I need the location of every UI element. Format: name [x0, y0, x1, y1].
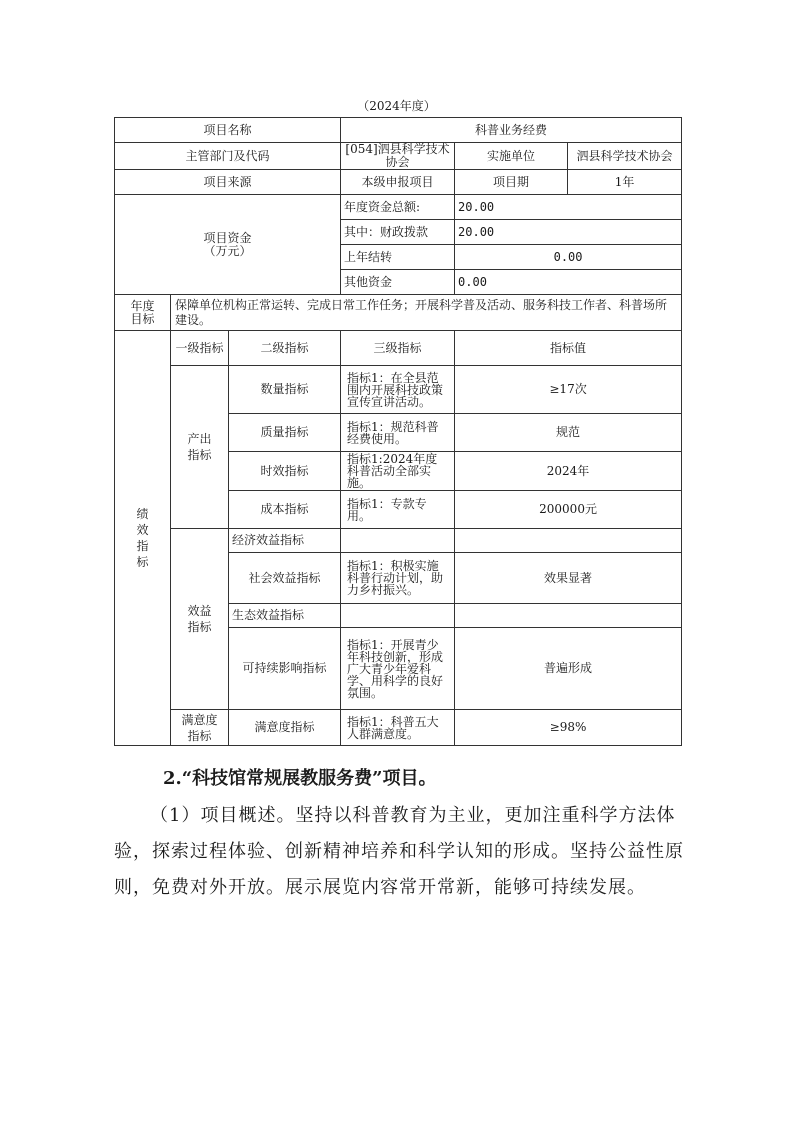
funds-fiscal-value: 20.00 — [455, 220, 682, 245]
satisfaction-indicator-label — [171, 710, 229, 746]
funds-other-label: 其他资金 — [341, 270, 455, 295]
indicator-level2: 时效指标 — [229, 452, 341, 491]
header-value: 指标值 — [455, 331, 682, 366]
benefit-indicator-label — [171, 529, 229, 710]
indicator-level3: 指标1：科普五大人群满意度。 — [341, 710, 455, 746]
indicator-row — [115, 710, 682, 746]
funds-total-value: 20.00 — [455, 195, 682, 220]
department-row — [115, 143, 682, 170]
funds-label-line1: 项目资金 — [203, 230, 252, 245]
funds-label-line2: （万元） — [203, 243, 252, 258]
indicator-level2: 生态效益指标 — [229, 604, 341, 628]
indicator-value: 200000元 — [455, 491, 682, 529]
department-label: 主管部门及代码 — [115, 143, 341, 170]
indicator-level2: 成本指标 — [229, 491, 341, 529]
indicator-level3: 指标1：专款专用。 — [341, 491, 455, 529]
funds-carryover-value: 0.00 — [455, 245, 682, 270]
project-name-label: 项目名称 — [115, 118, 341, 143]
funds-fiscal-label: 其中：财政拨款 — [341, 220, 455, 245]
annual-goal-label-line2: 目标 — [130, 311, 155, 326]
project-overview-paragraph: （1）项目概述。坚持以科普教育为主业，更加注重科学方法体验，探索过程体验、创新精神培养和科学认知的形成。坚持公益性原则，免费对外开放。展示展览内容常开常新，能够可持续发展。 — [114, 805, 684, 898]
indicator-value: ≥17次 — [455, 366, 682, 414]
indicator-header-row — [115, 331, 682, 366]
performance-indicator-label — [115, 331, 171, 746]
annual-goal-text: 保障单位机构正常运转、完成日常工作任务；开展科学普及活动、服务科技工作者、科普场所建设。 — [171, 295, 682, 331]
project-period-label: 项目期 — [455, 170, 568, 195]
indicator-value: 普遍形成 — [455, 628, 682, 710]
benefit-indicator-text: 效益指标 — [187, 604, 212, 634]
implementing-unit-value: 泗县科学技术协会 — [568, 143, 682, 170]
implementing-unit-label: 实施单位 — [455, 143, 568, 170]
performance-target-table — [114, 117, 682, 746]
indicator-level3: 指标1：积极实施科普行动计划，助力乡村振兴。 — [341, 553, 455, 604]
indicator-level3: 指标1：开展青少年科技创新，形成广大青少年爱科学、用科学的良好氛围。 — [341, 628, 455, 710]
indicator-value — [455, 604, 682, 628]
indicator-level2: 质量指标 — [229, 414, 341, 452]
indicator-level2: 社会效益指标 — [229, 553, 341, 604]
project-period-value: 1年 — [568, 170, 682, 195]
output-indicator-label — [171, 366, 229, 529]
indicator-level3: 指标1：在全县范围内开展科技政策宣传宣讲活动。 — [341, 366, 455, 414]
indicator-value: 2024年 — [455, 452, 682, 491]
funds-other-value: 0.00 — [455, 270, 682, 295]
indicator-value: 规范 — [455, 414, 682, 452]
indicator-value: ≥98% — [455, 710, 682, 746]
indicator-level2: 满意度指标 — [229, 710, 341, 746]
annual-goal-row — [115, 295, 682, 331]
indicator-level3 — [341, 529, 455, 553]
indicator-level3 — [341, 604, 455, 628]
department-value: [054]泗县科学技术协会 — [341, 143, 455, 170]
indicator-row — [115, 529, 682, 553]
indicator-level2: 经济效益指标 — [229, 529, 341, 553]
indicator-row — [115, 366, 682, 414]
header-level2: 二级指标 — [229, 331, 341, 366]
funds-total-label: 年度资金总额: — [341, 195, 455, 220]
output-indicator-text: 产出指标 — [187, 432, 212, 462]
annual-goal-label — [115, 295, 171, 331]
funds-carryover-label: 上年结转 — [341, 245, 455, 270]
indicator-level3: 指标1:2024年度科普活动全部实施。 — [341, 452, 455, 491]
indicator-value: 效果显著 — [455, 553, 682, 604]
indicator-value — [455, 529, 682, 553]
project-name-row — [115, 118, 682, 143]
header-level1: 一级指标 — [171, 331, 229, 366]
source-row — [115, 170, 682, 195]
indicator-level3: 指标1：规范科普经费使用。 — [341, 414, 455, 452]
section-heading: 2.“科技馆常规展教服务费”项目。 — [163, 768, 437, 789]
project-name-value: 科普业务经费 — [341, 118, 682, 143]
funds-row — [115, 195, 682, 220]
funds-label — [115, 195, 341, 295]
indicator-level2: 可持续影响指标 — [229, 628, 341, 710]
header-level3: 三级指标 — [341, 331, 455, 366]
project-source-label: 项目来源 — [115, 170, 341, 195]
performance-indicator-text: 绩效指标 — [136, 507, 149, 569]
satisfaction-indicator-text: 满意度指标 — [181, 712, 218, 743]
annual-goal-label-line1: 年度 — [130, 298, 155, 313]
year-label: （2024年度） — [357, 99, 436, 113]
project-source-value: 本级申报项目 — [341, 170, 455, 195]
indicator-level2: 数量指标 — [229, 366, 341, 414]
